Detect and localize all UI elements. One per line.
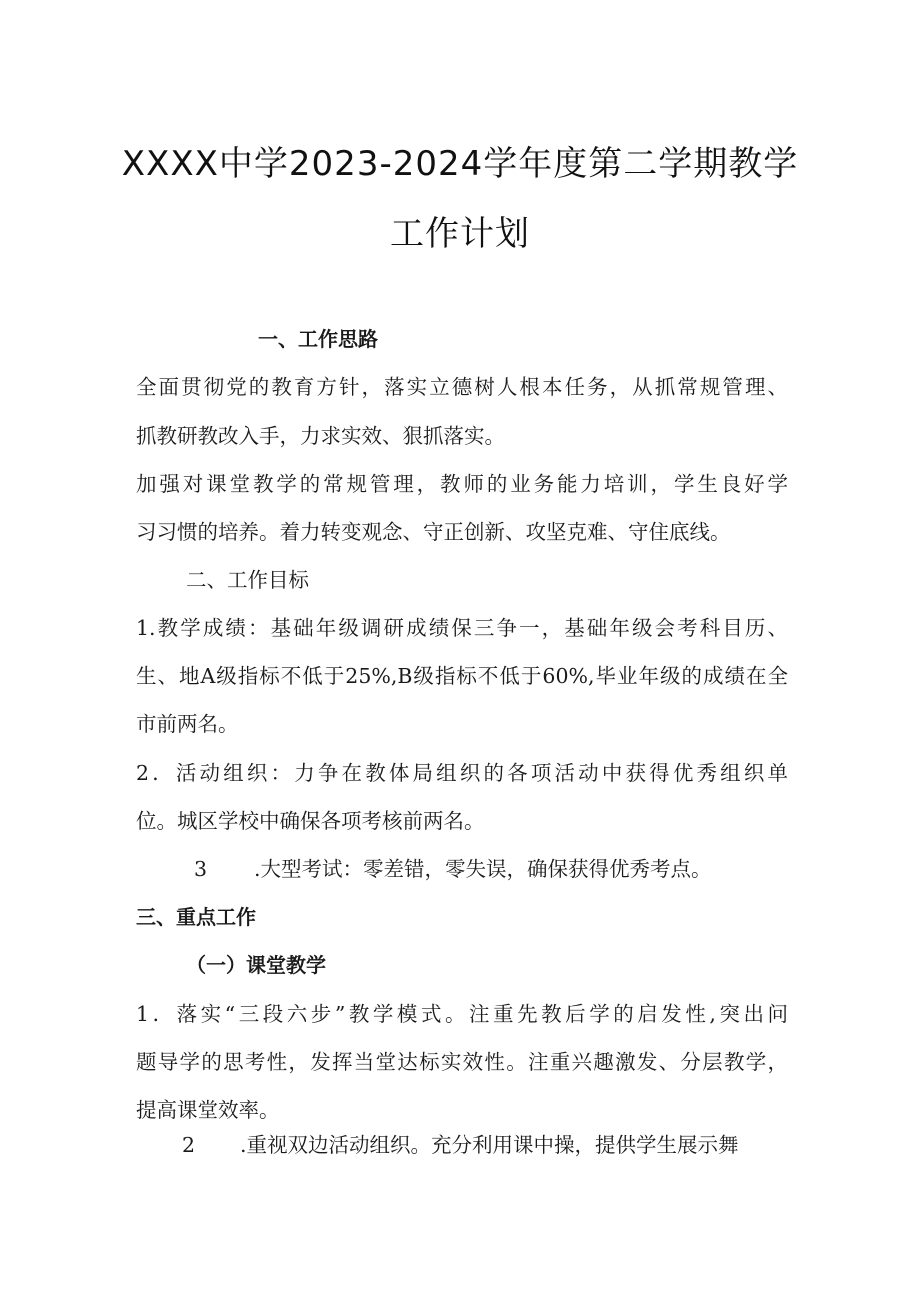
section3-sub1-heading: （一）课堂教学 <box>186 953 326 977</box>
section3-item1-line2: 题导学的思考性，发挥当堂达标实效性。注重兴趣激发、分层教学， <box>136 1050 788 1074</box>
section2-item3-number: 3 <box>194 857 208 881</box>
section2-heading: 二、工作目标 <box>186 568 309 592</box>
section1-para1-line1: 全面贯彻党的教育方针，落实立德树人根本任务，从抓常规管理、 <box>136 375 788 399</box>
section1-para1-line2: 抓教研教改入手，力求实效、狠抓落实。 <box>136 424 505 448</box>
section2-item1-line3: 市前两名。 <box>136 712 239 736</box>
section3-item1-line1: 1．落实“三段六步”教学模式。注重先教后学的启发性,突出问 <box>136 1002 788 1026</box>
document-title-line2: 工作计划 <box>390 214 530 254</box>
section1-heading: 一、工作思路 <box>258 327 378 351</box>
document-title-line1: XXXX中学2023-2024学年度第二学期教学 <box>121 144 799 184</box>
section3-item1-line3: 提高课堂效率。 <box>136 1098 280 1122</box>
section2-item3-text: .大型考试：零差错，零失误，确保获得优秀考点。 <box>254 857 712 881</box>
section2-item2-line1: 2．活动组织：力争在教体局组织的各项活动中获得优秀组织单 <box>136 761 788 785</box>
section1-para2-line1: 加强对课堂教学的常规管理，教师的业务能力培训，学生良好学 <box>136 472 788 496</box>
section2-item2-line2: 位。城区学校中确保各项考核前两名。 <box>136 809 485 833</box>
section2-item1-line2: 生、地A级指标不低于25%,B级指标不低于60%,毕业年级的成绩在全 <box>136 664 788 688</box>
section1-para2-line2: 习习惯的培养。着力转变观念、守正创新、攻坚克难、守住底线。 <box>136 520 731 544</box>
section3-heading: 三、重点工作 <box>136 905 256 929</box>
section2-item1-line1: 1.教学成绩：基础年级调研成绩保三争一，基础年级会考科目历、 <box>136 616 788 640</box>
section3-item2-number: 2 <box>182 1133 196 1157</box>
section3-item2-text: .重视双边活动组织。充分利用课中操，提供学生展示舞 <box>240 1133 739 1157</box>
